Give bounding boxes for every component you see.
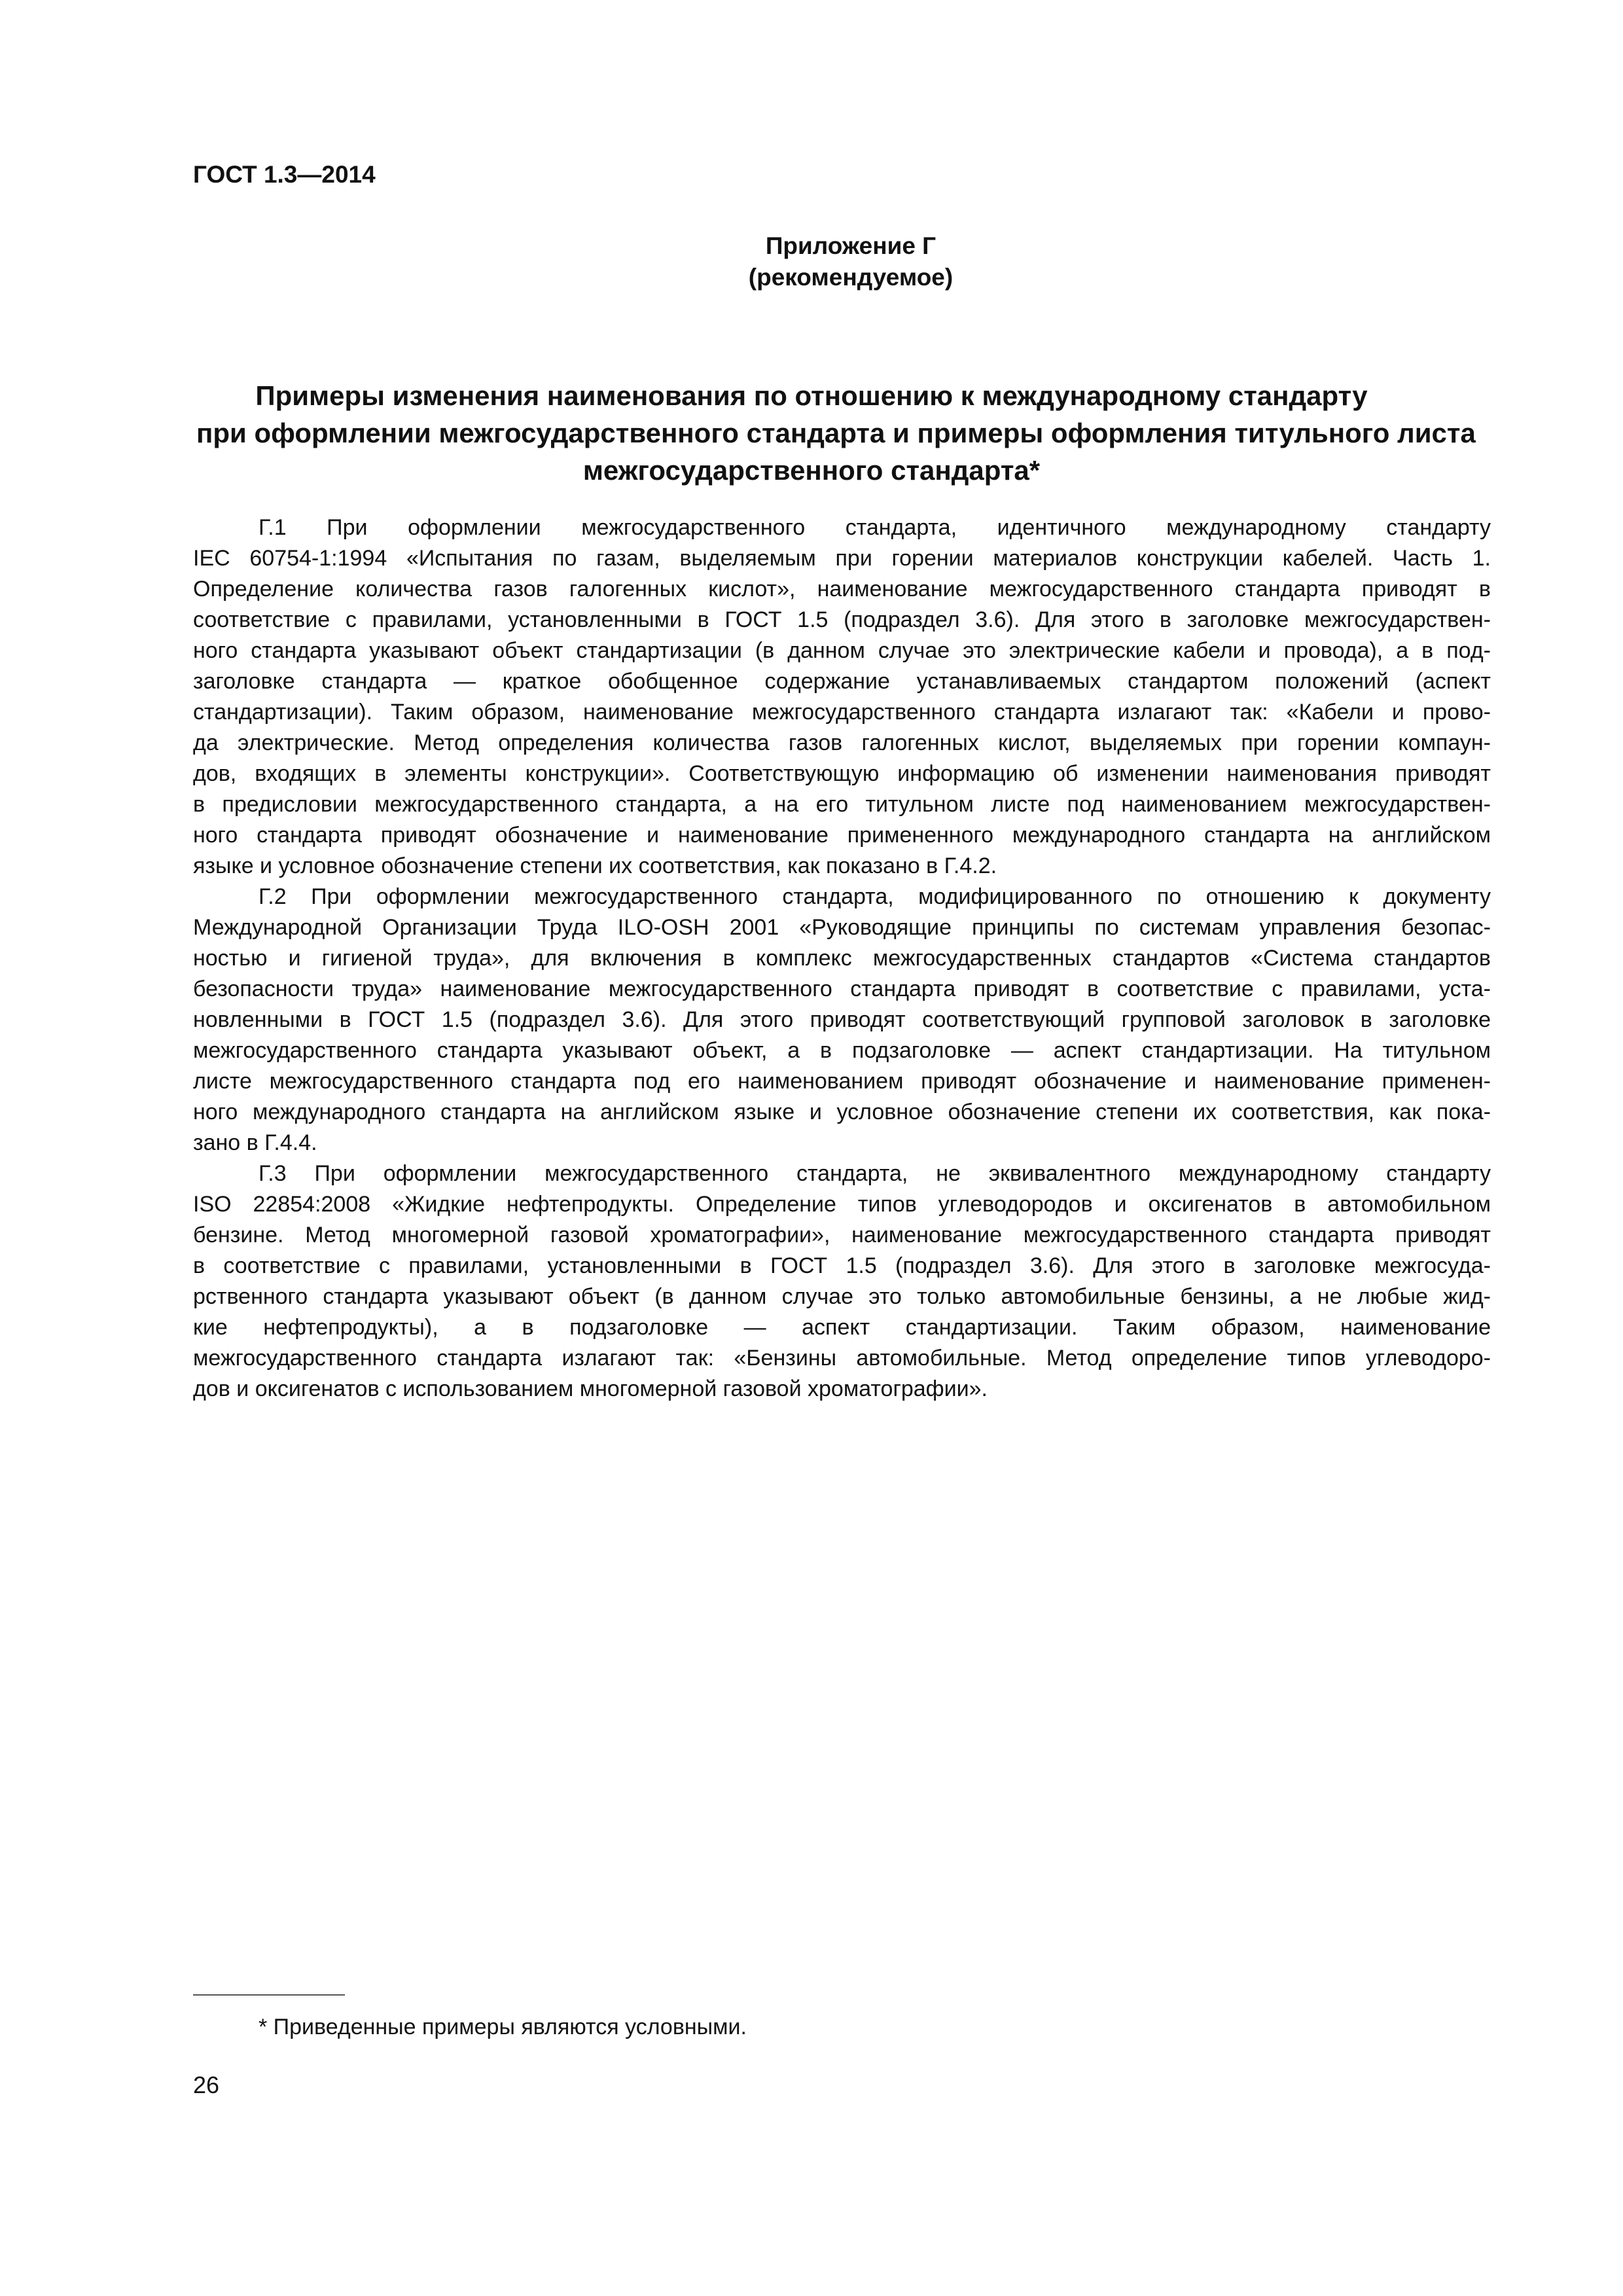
- paragraph-g3: [193, 1158, 1491, 1405]
- text-line: рственного стандарта указывают объект (в данном случае это только автомобильные бензины, а не любые жид-: [193, 1284, 1491, 1309]
- text-line: да электрические. Метод определения количества газов галогенных кислот, выделяемых при горении компаун-: [193, 730, 1491, 755]
- text-line: дов и оксигенатов с использованием многомерной газовой хроматографии».: [193, 1376, 988, 1401]
- appendix-status: (рекомендуемое): [748, 264, 954, 291]
- section-title-line: межгосударственного стандарта*: [582, 455, 1041, 486]
- page-header-doc-id: ГОСТ 1.3—2014: [193, 161, 376, 188]
- paragraph-g2: [193, 882, 1491, 1158]
- text-line: межгосударственного стандарта излагают так: «Бензины автомобильные. Метод определение типов углеводоро-: [193, 1346, 1491, 1371]
- text-line: в соответствие с правилами, установленными в ГОСТ 1.5 (подраздел 3.6). Для этого в заголовке межгосуда-: [193, 1253, 1491, 1278]
- text-line: дов, входящих в элементы конструкции». Соответствующую информацию об изменении наименования приводят: [193, 761, 1491, 786]
- text-line: Г.1 При оформлении межгосударственного стандарта, идентичного международному стандарту: [259, 515, 1491, 540]
- text-line: Г.3 При оформлении межгосударственного стандарта, не эквивалентного международному стандарту: [259, 1161, 1491, 1186]
- text-line: в предисловии межгосударственного стандарта, а на его титульном листе под наименованием межгосударствен-: [193, 792, 1491, 817]
- text-line: бензине. Метод многомерной газовой хроматографии», наименование межгосударственного стандарта приводят: [193, 1223, 1491, 1247]
- section-title-line: при оформлении межгосударственного стандарта и примеры оформления титульного листа: [196, 418, 1476, 448]
- paragraph-g1: [193, 512, 1491, 882]
- text-line: листе межгосударственного стандарта под его наименованием приводят обозначение и наименование применен-: [193, 1069, 1491, 1094]
- text-line: IEC 60754-1:1994 «Испытания по газам, выделяемым при горении материалов конструкции кабелей. Часть 1.: [193, 546, 1491, 571]
- text-line: ного стандарта приводят обозначение и наименование примененного международного стандарта на английском: [193, 823, 1491, 848]
- text-line: стандартизации). Таким образом, наименование межгосударственного стандарта излагают так: «Кабели и прово-: [193, 700, 1491, 725]
- text-line: заголовке стандарта — краткое обобщенное содержание устанавливаемых стандартом положений (аспект: [193, 669, 1491, 694]
- page-number: 26: [193, 2072, 220, 2098]
- text-line: соответствие с правилами, установленными в ГОСТ 1.5 (подраздел 3.6). Для этого в заголовке межгосударствен-: [193, 607, 1491, 632]
- text-line: Международной Организации Труда ILO-OSH 2001 «Руководящие принципы по системам управления безопас-: [193, 915, 1491, 940]
- footnote-divider: [193, 1994, 345, 1996]
- text-line: кие нефтепродукты), а в подзаголовке — аспект стандартизации. Таким образом, наименование: [193, 1315, 1491, 1340]
- section-title-line: Примеры изменения наименования по отношению к международному стандарту: [255, 380, 1368, 411]
- text-line: зано в Г.4.4.: [193, 1130, 317, 1155]
- body-text: [193, 512, 1491, 1405]
- text-line: новленными в ГОСТ 1.5 (подраздел 3.6). Для этого приводят соответствующий групповой заголовок в заголовке: [193, 1007, 1491, 1032]
- text-line: ностью и гигиеной труда», для включения в комплекс межгосударственных стандартов «Система стандартов: [193, 946, 1491, 971]
- text-line: Определение количества газов галогенных кислот», наименование межгосударственного стандарта приводят в: [193, 577, 1491, 601]
- appendix-title: Приложение Г: [765, 232, 936, 259]
- text-line: Г.2 При оформлении межгосударственного стандарта, модифицированного по отношению к документу: [259, 884, 1491, 909]
- text-line: языке и условное обозначение степени их соответствия, как показано в Г.4.2.: [193, 853, 997, 878]
- text-line: ISO 22854:2008 «Жидкие нефтепродукты. Определение типов углеводородов и оксигенатов в автомобильном: [193, 1192, 1491, 1217]
- text-line: межгосударственного стандарта указывают объект, а в подзаголовке — аспект стандартизации. На титульном: [193, 1038, 1491, 1063]
- section-title: [196, 377, 1476, 489]
- appendix-heading: [654, 230, 1047, 293]
- text-line: ного стандарта указывают объект стандартизации (в данном случае это электрические кабели и провода), а в под-: [193, 638, 1491, 663]
- footnote: * Приведенные примеры являются условными.: [259, 2015, 747, 2039]
- text-line: безопасности труда» наименование межгосударственного стандарта приводят в соответствие с правилами, уста-: [193, 977, 1491, 1001]
- text-line: ного международного стандарта на английском языке и условное обозначение степени их соответствия, как пока-: [193, 1100, 1491, 1124]
